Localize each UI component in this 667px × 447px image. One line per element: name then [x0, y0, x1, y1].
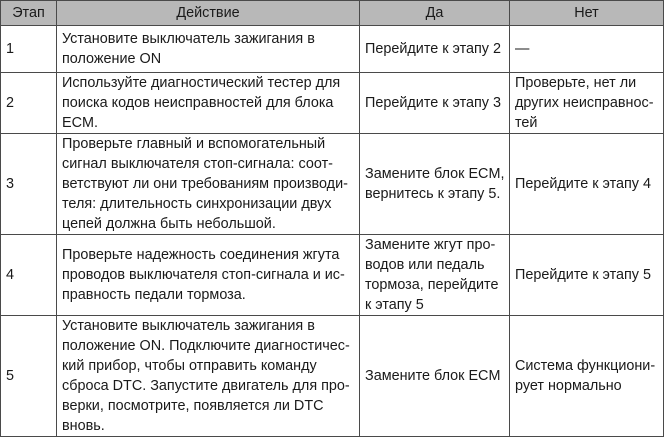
step-number: 4	[1, 235, 57, 316]
action-text: Проверьте главный и вспомогательный сигнал выключателя стоп-сигнала: соот- ветствуют ли они требованиям производи- теля: длительность синхронизации двух цепей должна быть небольшой.	[62, 136, 348, 232]
header-no: Нет	[510, 1, 664, 26]
header-yes: Да	[360, 1, 510, 26]
step-number: 5	[1, 316, 57, 437]
action-text: Проверьте надежность соединения жгута проводов выключателя стоп-сигнала и ис- правность педали тормоза.	[62, 247, 345, 303]
no-result: —	[515, 41, 530, 57]
no-result: Перейдите к этапу 4	[515, 176, 652, 192]
header-action: Действие	[57, 1, 360, 26]
yes-result: Перейдите к этапу 2	[365, 41, 502, 57]
table-row	[1, 235, 664, 316]
step-number: 1	[1, 26, 57, 73]
action-text: Установите выключатель зажигания в положение ON. Подключите диагностичес- кий прибор, чтобы отправить команду сброса DTC. Запустите двигатель для про- верки, посмотрите, появляется ли DTC вновь.	[62, 318, 350, 434]
yes-result: Замените блок ECM	[365, 368, 501, 384]
step-number: 3	[1, 134, 57, 235]
no-result: Перейдите к этапу 5	[515, 267, 652, 283]
table-row	[1, 134, 664, 235]
no-result: Система функциони- рует нормально	[515, 358, 656, 394]
no-result: Проверьте, нет ли других неисправнос- тей	[515, 75, 654, 131]
yes-result: Перейдите к этапу 3	[365, 95, 502, 111]
yes-result: Замените блок ECM, вернитесь к этапу 5.	[365, 166, 505, 202]
action-text: Установите выключатель зажигания в положение ON	[62, 31, 315, 67]
table-row	[1, 26, 664, 73]
header-step: Этап	[1, 1, 57, 26]
table-header-row	[1, 1, 664, 26]
table-row	[1, 73, 664, 134]
table-row	[1, 316, 664, 437]
action-text: Используйте диагностический тестер для поиска кодов неисправностей для блока ECM.	[62, 75, 341, 131]
step-number: 2	[1, 73, 57, 134]
yes-result: Замените жгут про- водов или педаль тормоза, перейдите к этапу 5	[365, 237, 499, 313]
